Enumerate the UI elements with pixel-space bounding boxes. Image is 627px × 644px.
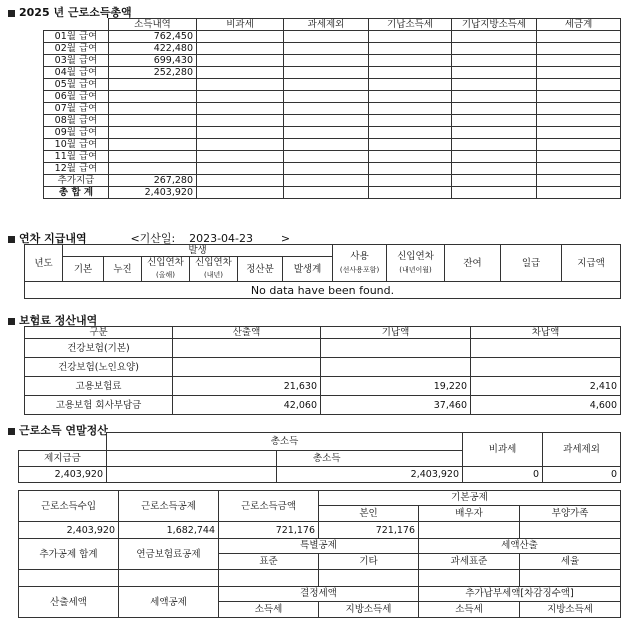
row-label: 추가지급 — [44, 175, 109, 187]
etc-header: 기타 — [319, 553, 419, 569]
income-value — [109, 79, 197, 91]
self-value: 721,176 — [319, 522, 419, 539]
col-header: 구분 — [25, 327, 173, 339]
total-label: 총 합 계 — [44, 187, 109, 199]
section-bullet-icon — [8, 10, 15, 17]
income-tax-header-2: 소득세 — [419, 601, 520, 617]
local-tax-header-2: 지방소득세 — [520, 601, 621, 617]
tax-base-header: 과세표준 — [419, 553, 520, 569]
basic-deduction-header: 기본공제 — [319, 491, 621, 506]
col-header: 차납액 — [471, 327, 621, 339]
col-header: 소득내역 — [109, 19, 197, 31]
col-header: 산출액 — [173, 327, 321, 339]
section-bullet-icon — [8, 318, 15, 325]
section2-title: 연차 지급내역 <기산일: 2023-04-23 > — [8, 230, 290, 246]
paid-amount — [321, 339, 471, 358]
tax-credit-header: 세액공제 — [119, 587, 219, 618]
col-use: 사용 (선사용포함) — [333, 245, 387, 282]
row-label: 09월 급여 — [44, 127, 109, 139]
income-value — [109, 151, 197, 163]
income-table — [43, 18, 621, 199]
calc-amount — [173, 358, 321, 377]
empty-message: No data have been found. — [25, 282, 621, 299]
local-tax-header: 지방소득세 — [319, 601, 419, 617]
section-bullet-icon — [8, 428, 15, 435]
additional-deduction-header: 추가공제 합계 — [19, 539, 119, 570]
col-daily: 일급 — [501, 245, 562, 282]
annual-leave-table — [24, 244, 621, 299]
col-settle: 정산분 — [238, 257, 283, 282]
col-header: 비과세 — [197, 19, 284, 31]
col-basic: 기본 — [63, 257, 104, 282]
prev-pay-value: 2,403,920 — [19, 467, 107, 483]
non-tax-value: 0 — [463, 467, 543, 483]
base-date-end: > — [280, 232, 291, 245]
diff-amount: 4,600 — [471, 396, 621, 415]
diff-amount — [471, 358, 621, 377]
calculated-tax-header: 산출세액 — [19, 587, 119, 618]
calc-amount: 42,060 — [173, 396, 321, 415]
row-label: 06월 급여 — [44, 91, 109, 103]
col-acc: 누진 — [104, 257, 142, 282]
calc-amount — [173, 339, 321, 358]
section-bullet-icon — [8, 236, 15, 243]
col-pay: 지급액 — [562, 245, 621, 282]
income-value — [109, 163, 197, 175]
col-new-this: 신입연차 (올해) — [142, 257, 190, 282]
income-value — [109, 103, 197, 115]
row-label: 05월 급여 — [44, 79, 109, 91]
final-tax-header: 결정세액 — [219, 587, 419, 602]
income-receipts-value: 2,403,920 — [19, 522, 119, 539]
income-tax-header: 소득세 — [219, 601, 319, 617]
row-label: 고용보험료 — [25, 377, 173, 396]
row-label: 07월 급여 — [44, 103, 109, 115]
special-deduction-header: 특별공제 — [219, 539, 419, 554]
diff-amount: 2,410 — [471, 377, 621, 396]
income-value: 422,480 — [109, 43, 197, 55]
insurance-table — [24, 326, 621, 415]
col-header: 세금계 — [537, 19, 621, 31]
income-value — [109, 115, 197, 127]
year-end-income-table — [18, 432, 621, 483]
row-label: 건강보험(기본) — [25, 339, 173, 358]
income-value — [109, 127, 197, 139]
income-value: 762,450 — [109, 31, 197, 43]
tax-calc-header: 세액산출 — [419, 539, 621, 554]
diff-amount — [471, 339, 621, 358]
col-header: 기납액 — [321, 327, 471, 339]
base-date: 2023-04-23 — [189, 232, 254, 245]
self-header: 본인 — [319, 505, 419, 521]
total-value: 2,403,920 — [109, 187, 197, 199]
paid-amount — [321, 358, 471, 377]
col-remain: 잔여 — [445, 245, 501, 282]
income-amount-value: 721,176 — [219, 522, 319, 539]
income-value: 699,430 — [109, 55, 197, 67]
row-label: 01월 급여 — [44, 31, 109, 43]
paid-amount: 37,460 — [321, 396, 471, 415]
income-deduction-header: 근로소득공제 — [119, 491, 219, 522]
year-end-deduction-table — [18, 490, 621, 618]
col-header: 기납지방소득세 — [452, 19, 537, 31]
row-label: 건강보험(노인요양) — [25, 358, 173, 377]
row-label: 12월 급여 — [44, 163, 109, 175]
section1-title: 2025 년 근로소득총액 — [8, 4, 132, 20]
additional-payment-header: 추가납부세액[차감징수액] — [419, 587, 621, 602]
income-value: 267,280 — [109, 175, 197, 187]
dependents-header: 부양가족 — [520, 505, 621, 521]
col-total: 발생계 — [283, 257, 333, 282]
income-amount-header: 근로소득금액 — [219, 491, 319, 522]
col-header: 기납소득세 — [369, 19, 452, 31]
row-label: 11월 급여 — [44, 151, 109, 163]
row-label: 03월 급여 — [44, 55, 109, 67]
income-value: 252,280 — [109, 67, 197, 79]
non-tax-header: 비과세 — [463, 433, 543, 467]
row-label: 02월 급여 — [44, 43, 109, 55]
income-value — [109, 91, 197, 103]
row-label: 08월 급여 — [44, 115, 109, 127]
col-new-next: 신입연차 (내년) — [190, 257, 238, 282]
row-label: 고용보험 회사부담금 — [25, 396, 173, 415]
row-label: 04월 급여 — [44, 67, 109, 79]
calc-amount: 21,630 — [173, 377, 321, 396]
total-income-header: 총소득 — [107, 433, 463, 451]
spouse-header: 배우자 — [419, 505, 520, 521]
col-year: 년도 — [25, 245, 63, 282]
prev-pay-label: 제지급금 — [19, 451, 107, 467]
income-receipts-header: 근로소득수입 — [19, 491, 119, 522]
tax-rate-header: 세율 — [520, 553, 621, 569]
base-date-label: <기산일: — [130, 232, 176, 245]
section4-title: 근로소득 연말정산 — [8, 422, 108, 438]
col-header: 과세제외 — [284, 19, 369, 31]
col-occur: 발생 — [63, 245, 333, 257]
paid-amount: 19,220 — [321, 377, 471, 396]
income-value — [109, 139, 197, 151]
total-income-label: 총소득 — [277, 451, 377, 467]
col-new-carry: 신입연차 (내년이월) — [387, 245, 445, 282]
total-income-value: 2,403,920 — [277, 467, 463, 483]
section3-title: 보험료 정산내역 — [8, 312, 97, 328]
row-label: 10월 급여 — [44, 139, 109, 151]
standard-header: 표준 — [219, 553, 319, 569]
tax-excl-value: 0 — [543, 467, 621, 483]
pension-deduction-header: 연금보험료공제 — [119, 539, 219, 570]
tax-excl-header: 과세제외 — [543, 433, 621, 467]
income-deduction-value: 1,682,744 — [119, 522, 219, 539]
